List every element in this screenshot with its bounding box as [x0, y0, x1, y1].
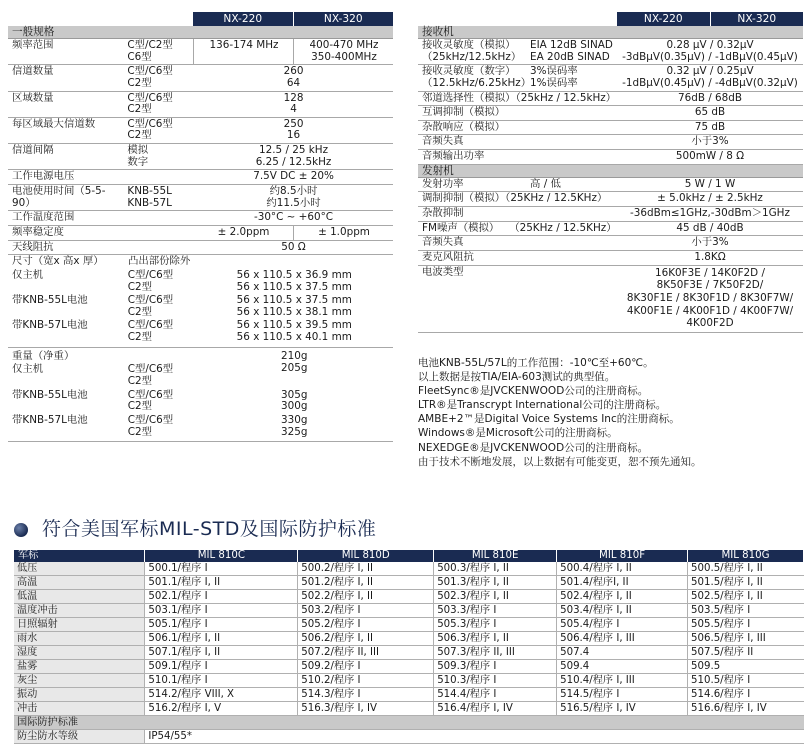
section-transmitter: 发射机 — [418, 165, 803, 178]
left-spec-table — [8, 12, 393, 442]
spec-row: 每区域最大信道数 C型/C6型 C2型 250 16 — [8, 118, 393, 144]
spec-label: 频率范围 — [12, 39, 54, 51]
mil-row: 低压 500.1/程序 I 500.2/程序 I, II 500.3/程序 I, II 500.4/程序 I, II 500.5/程序 I, II — [14, 562, 804, 576]
spec-row: 互调抑制（模拟） 65 dB — [418, 106, 803, 121]
dims-item: 仅主机 C型/C6型 C2型 56 x 110.5 x 36.9 mm 56 x 110.5 x 37.5 mm — [12, 268, 352, 293]
weight-head: 重量（净重） — [12, 349, 75, 362]
weight-block — [8, 348, 393, 442]
spec-row: 调制抑制（模拟）（25KHz / 12.5KHz） ± 5.0kHz / ± 2.5kHz — [418, 192, 803, 207]
spec-row: 杂散抑制 -36dBm≤1GHz,-30dBm＞1GHz — [418, 207, 803, 222]
note: NEXEDGE®是JVCKENWOOD公司的注册商标。 — [418, 441, 649, 454]
right-model-header — [418, 12, 803, 26]
spec-row: 发射功率 高 / 低 5 W / 1 W — [418, 178, 803, 193]
spec-row: 信道间隔 模拟 数字 12.5 / 25 kHz 6.25 / 12.5kHz — [8, 144, 393, 170]
note: LTR®是Transcrypt International公司的注册商标。 — [418, 399, 667, 412]
note: FleetSync®是JVCKENWOOD公司的注册商标。 — [418, 385, 649, 398]
mil-row: 温度冲击 503.1/程序 I 503.2/程序 I 503.3/程序 I 503.4/程序 I, II 503.5/程序 I — [14, 604, 804, 618]
mil-std-table — [14, 550, 804, 744]
note: Windows®是Microsoft公司的注册商标。 — [418, 427, 618, 440]
spec-row: 接收灵敏度（数字） （12.5kHz/6.25kHz） 3%误码率 1%误码率 0.32 μV / 0.25μV -1dBμV(0.45μV) / -4dBμV(0.32μV) — [418, 65, 803, 91]
mil-row: 日照辐射 505.1/程序 I 505.2/程序 I 505.3/程序 I 505.4/程序 I 505.5/程序 I — [14, 618, 804, 632]
spec-row: 工作温度范围 -30°C ~ +60°C — [8, 211, 393, 226]
note: AMBE+2™是Digital Voice Systems Inc的注册商标。 — [418, 413, 680, 426]
weight-item: 仅主机 C型/C6型 C2型 210g 205g — [12, 350, 308, 388]
mil-col-header: 军标 — [14, 550, 145, 562]
spec-label: 信道间隔 — [12, 144, 54, 157]
mil-row: 冲击 516.2/程序 I, V 516.3/程序 I, IV 516.4/程序 I, IV 516.5/程序 I, IV 516.6/程序 I, IV — [14, 702, 804, 716]
spec-row: FM噪声（模拟） （25KHz / 12.5KHz） 45 dB / 40dB — [418, 222, 803, 237]
right-spec-table — [418, 12, 803, 333]
mil-section-title: 符合美国军标MIL-STD及国际防护标准 — [14, 518, 376, 542]
mil-col-header: MIL 810C — [145, 550, 298, 562]
model-nx320: NX-320 — [293, 12, 394, 26]
spec-row: 信道数量 C型/C6型 C2型 260 64 — [8, 65, 393, 91]
spec-row: 频率范围 C型/C2型 C6型 136-174 MHz 400-470 MHz 350-400MHz — [8, 39, 393, 65]
spec-row: 频率稳定度 ± 2.0ppm ± 1.0ppm — [8, 226, 393, 241]
dims-head: 尺寸（宽x 高x 厚） — [12, 255, 104, 268]
spec-row: 杂散响应（模拟） 75 dB — [418, 121, 803, 136]
mil-col-header: MIL 810F — [557, 550, 688, 562]
mil-row: 湿度 507.1/程序 I, II 507.2/程序 II, III 507.3/程序 II, III 507.4 507.5/程序 II — [14, 646, 804, 660]
note: 电池KNB-55L/57L的工作范围：-10℃至+60℃。 — [418, 357, 654, 369]
spec-row: 音频失真 小于3% — [418, 135, 803, 150]
footnotes — [418, 356, 808, 469]
mil-row: 盐雾 509.1/程序 I 509.2/程序 I 509.3/程序 I 509.4 509.5 — [14, 660, 804, 674]
spec-row: 工作电源电压 7.5V DC ± 20% — [8, 170, 393, 185]
spec-label: 工作电源电压 — [12, 170, 75, 183]
spec-row: 电池使用时间（5-5-90） KNB-55L KNB-57L 约8.5小时 约11.5小时 — [8, 185, 393, 211]
mil-col-header: MIL 810D — [298, 550, 434, 562]
spec-row: 区域数量 C型/C6型 C2型 128 4 — [8, 92, 393, 118]
mil-row: 振动 514.2/程序 VIII, X 514.3/程序 I 514.4/程序 I 514.5/程序 I 514.6/程序 I — [14, 688, 804, 702]
intl-row: 防尘防水等级 IP54/55* — [14, 730, 804, 744]
model-nx220: NX-220 — [192, 12, 293, 26]
mil-header-row — [14, 550, 804, 562]
bullet-circle-icon — [14, 523, 28, 537]
spec-row: 麦克风阻抗 1.8KΩ — [418, 251, 803, 266]
dims-item: 带KNB-55L电池 C型/C6型 C2型 56 x 110.5 x 37.5 mm 56 x 110.5 x 38.1 mm — [12, 294, 352, 318]
mil-row: 低温 502.1/程序 I 502.2/程序 I, II 502.3/程序 I, II 502.4/程序 I, II 502.5/程序 I, II — [14, 590, 804, 604]
weight-item: 带KNB-55L电池 C型/C6型 C2型 305g 300g — [12, 388, 308, 413]
left-model-header — [8, 12, 393, 26]
spec-row: 音频失真 小于3% — [418, 236, 803, 251]
intl-section-row: 国际防护标准 — [14, 716, 804, 730]
note: 以上数据是按TIA/EIA-603测试的典型值。 — [418, 371, 616, 384]
section-receiver: 接收机 — [418, 26, 803, 39]
mil-row: 高温 501.1/程序 I, II 501.2/程序 I, II 501.3/程序 I, II 501.4/程序I, II 501.5/程序 I, II — [14, 576, 804, 590]
spec-label: 天线阻抗 — [12, 240, 54, 253]
dimensions-block: 尺寸（宽x 高x 厚） 凸出部份除外 仅主机 C型/C6型 C2型 56 x 110.5 x 36.9 mm 56 x 110.5 x 37.5 mm 带KNB-55L电池 C型/C6型 C2型 56 x 110.5 x 37.5 mm 56 x 110.5 x 38.1 mm 带KNB-57L电池 C型/C6型 C2型 56 x 110.5 x 39.5 mm 56 x 110.5 x 40.1 mm — [8, 255, 393, 347]
note: 由于技术不断地发展，以上数据有可能变更，恕不预先通知。 — [418, 455, 702, 468]
spec-row: 接收灵敏度（模拟） （25kHz/12.5kHz） EIA 12dB SINAD EA 20dB SINAD 0.28 μV / 0.32μV -3dBμV(0.35μV) / -1dBμV(0.45μV) — [418, 39, 803, 65]
dims-item: 带KNB-57L电池 C型/C6型 C2型 56 x 110.5 x 39.5 mm 56 x 110.5 x 40.1 mm — [12, 319, 352, 344]
spec-label: 信道数量 — [12, 65, 54, 78]
spec-row: 邻道选择性（模拟）（25kHz / 12.5kHz） 76dB / 68dB — [418, 92, 803, 107]
model-nx220: NX-220 — [616, 12, 710, 26]
spec-label: 每区域最大信道数 — [12, 117, 96, 130]
spec-row: 电波类型 16K0F3E / 14K0F2D / 8K50F3E / 7K50F2D/ 8K30F1E / 8K30F1D / 8K30F7W/ 4K00F1E / 4K00F1D / 4K00F7W/ 4K00F2D — [418, 266, 803, 333]
mil-row: 雨水 506.1/程序 I, II 506.2/程序 I, II 506.3/程序 I, II 506.4/程序 I, III 506.5/程序 I, III — [14, 632, 804, 646]
model-nx320: NX-320 — [710, 12, 804, 26]
section-general: 一般规格 — [8, 26, 393, 39]
spec-label: 频率稳定度 — [12, 225, 64, 238]
mil-col-header: MIL 810G — [688, 550, 804, 562]
spec-label: 电池使用时间（5-5-90） — [12, 185, 106, 209]
spec-row: 天线阻抗 50 Ω — [8, 241, 393, 256]
spec-label: 工作温度范围 — [12, 211, 75, 224]
spec-row: 音频输出功率 500mW / 8 Ω — [418, 150, 803, 165]
mil-col-header: MIL 810E — [434, 550, 557, 562]
mil-row: 灰尘 510.1/程序 I 510.2/程序 I 510.3/程序 I 510.4/程序 I, III 510.5/程序 I — [14, 674, 804, 688]
spec-label: 区域数量 — [12, 91, 54, 104]
weight-item: 带KNB-57L电池 C型/C6型 C2型 330g 325g — [12, 413, 308, 438]
